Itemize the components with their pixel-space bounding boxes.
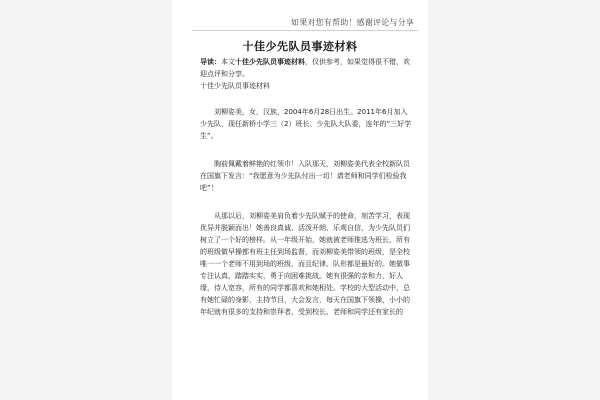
intro-label: 导读： xyxy=(200,58,221,66)
document-title: 十佳少先队员事迹材料 xyxy=(242,40,358,53)
body-paragraph-3: 从那以后，刘柳姿美肩负着少先队赋予的使命，刻苦学习，表现优异并脱颖而出！她善良真诚、活泼开朗、乐观自信，为少先队员们树立了一个好的榜样。从一年级开始，她就被老师推选为班长，所有的班级做早操都有班主任到场监督，而刘柳姿美带领的班级，是全校唯一一个老师不用到场的班级，而且纪律、队形都是最好的。她做事专注认真，踏踏实实，勇于向困难挑战。她有很强的亲和力，好人缘，待人宽容，所有的同学都喜欢和她相处。学校的大型活动中，总有她忙碌的身影，主持节目，大会发言，每天在国旗下领操，小小的年纪就有很多的支持和崇拜者，受到校长、老师和同学还有家长的 xyxy=(200,212,410,316)
intro-after: ，仅供参考，如果觉得很不错，欢迎点评和分享。 xyxy=(200,58,410,78)
body-paragraph-1: 刘柳姿美，女，汉族，2004年6月28日出生。2011年6月加入少先队，现任新桥小学三（2）班长、少先队大队委，连年的“三好学生”。 xyxy=(200,108,412,140)
intro-before: 本文 xyxy=(221,58,235,66)
header-divider xyxy=(192,30,418,31)
subheading: 十佳少先队员事迹材料 xyxy=(200,82,270,90)
document-body xyxy=(200,56,414,318)
intro-paragraph xyxy=(200,56,414,80)
intro-bold-title: 十佳少先队员事迹材料 xyxy=(235,58,305,66)
header-note: 如果对您有帮助！感谢评论与分享 xyxy=(291,18,414,27)
body-paragraph-2: 胸前佩戴着鲜艳的红领巾！入队那天，刘柳姿美代表全校新队员在国旗下发言：“我愿意为少先队付出一切！请老师和同学们检验我吧”！ xyxy=(200,160,410,192)
document-page xyxy=(172,0,428,400)
